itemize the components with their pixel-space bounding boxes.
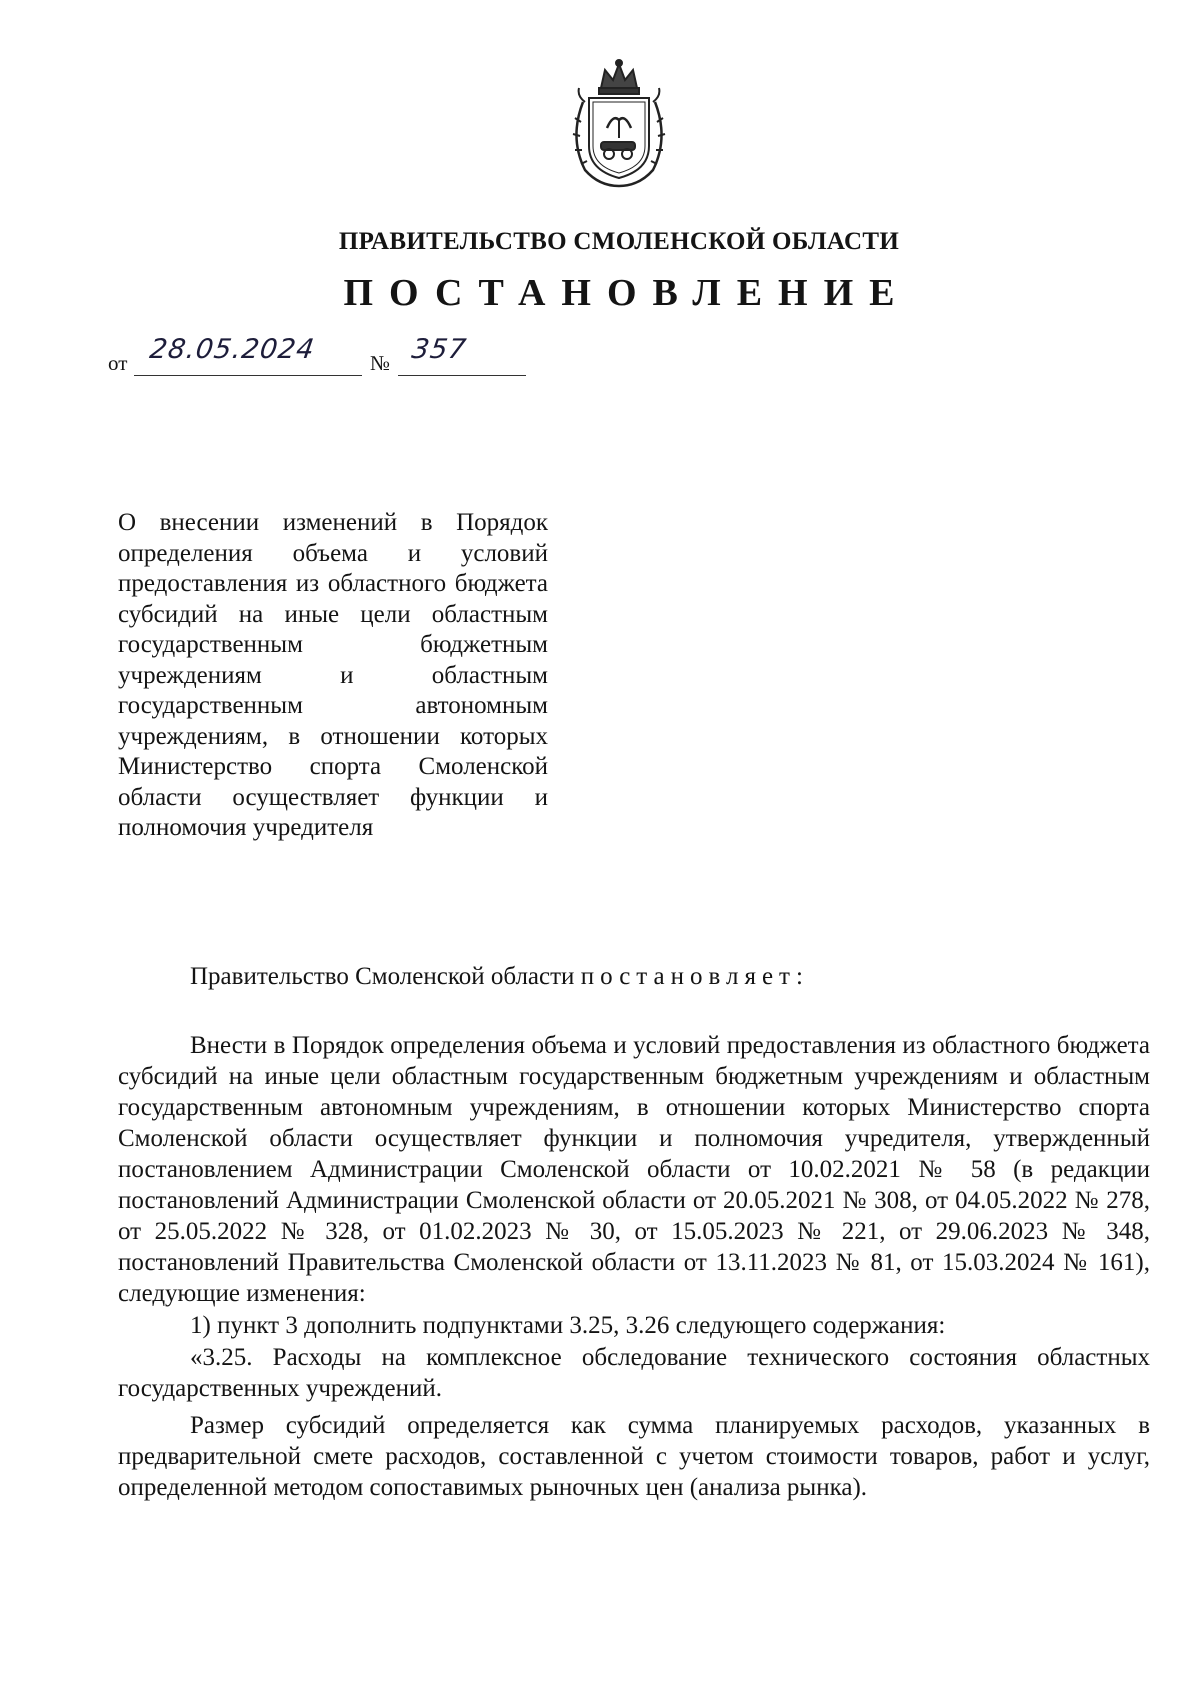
- document-subject: О внесении изменений в Порядок определения объема и условий предоставления из областного бюджета субсидий на иные цели областным государственным бюджетным учреждениям и областным государственным автономным учреждениям, в отношении которых Министерство спорта Смоленской области осуществляет функции и полномочия учредителя: [118, 509, 548, 841]
- body-paragraph-size: Размер субсидий определяется как сумма планируемых расходов, указанных в предварительной смете расходов, составленной с учетом стоимости товаров, работ и услуг, определенной методом сопоставимых рыночных цен (анализа рынка).: [118, 1412, 1150, 1501]
- date-underline: [134, 375, 362, 376]
- number-label: №: [370, 351, 391, 375]
- organization-name: ПРАВИТЕЛЬСТВО СМОЛЕНСКОЙ ОБЛАСТИ: [338, 228, 900, 255]
- body-item-1: 1) пункт 3 дополнить подпунктами 3.25, 3.26 следующего содержания:: [190, 1312, 946, 1339]
- preamble-text: Правительство Смоленской области: [190, 963, 575, 990]
- document-date: 28.05.2024: [147, 334, 317, 365]
- document-body: [118, 1030, 1150, 1503]
- body-clause-3-25: «3.25. Расходы на комплексное обследование технического состояния областных государственных учреждений.: [118, 1344, 1150, 1402]
- preamble: [190, 963, 809, 991]
- preamble-verb: постановляет:: [580, 963, 809, 990]
- date-label: от: [108, 351, 128, 375]
- body-paragraph-main: Внести в Порядок определения объема и условий предоставления из областного бюджета субсидий на иные цели областным государственным бюджетным учреждениям и областным государственным автономным учреждениям, в отношении которых Министерство спорта Смоленской области осуществляет функции и полномочия учредителя, утвержденный постановлением Администрации Смоленской области от 10.02.2021 № 58 (в редакции постановлений Администрации Смоленской области от 20.05.2021 № 308, от 04.05.2022 № 278, от 25.05.2022 № 328, от 01.02.2023 № 30, от 15.05.2023 № 221, от 29.06.2023 № 348, постановлений Правительства Смоленской области от 13.11.2023 № 81, от 15.03.2024 № 161), следующие изменения:: [118, 1032, 1150, 1307]
- coat-of-arms-icon: [561, 58, 677, 190]
- document-number: 357: [409, 334, 469, 365]
- document-type-title: ПОСТАНОВЛЕНИЕ: [343, 272, 911, 314]
- number-underline: [398, 375, 526, 376]
